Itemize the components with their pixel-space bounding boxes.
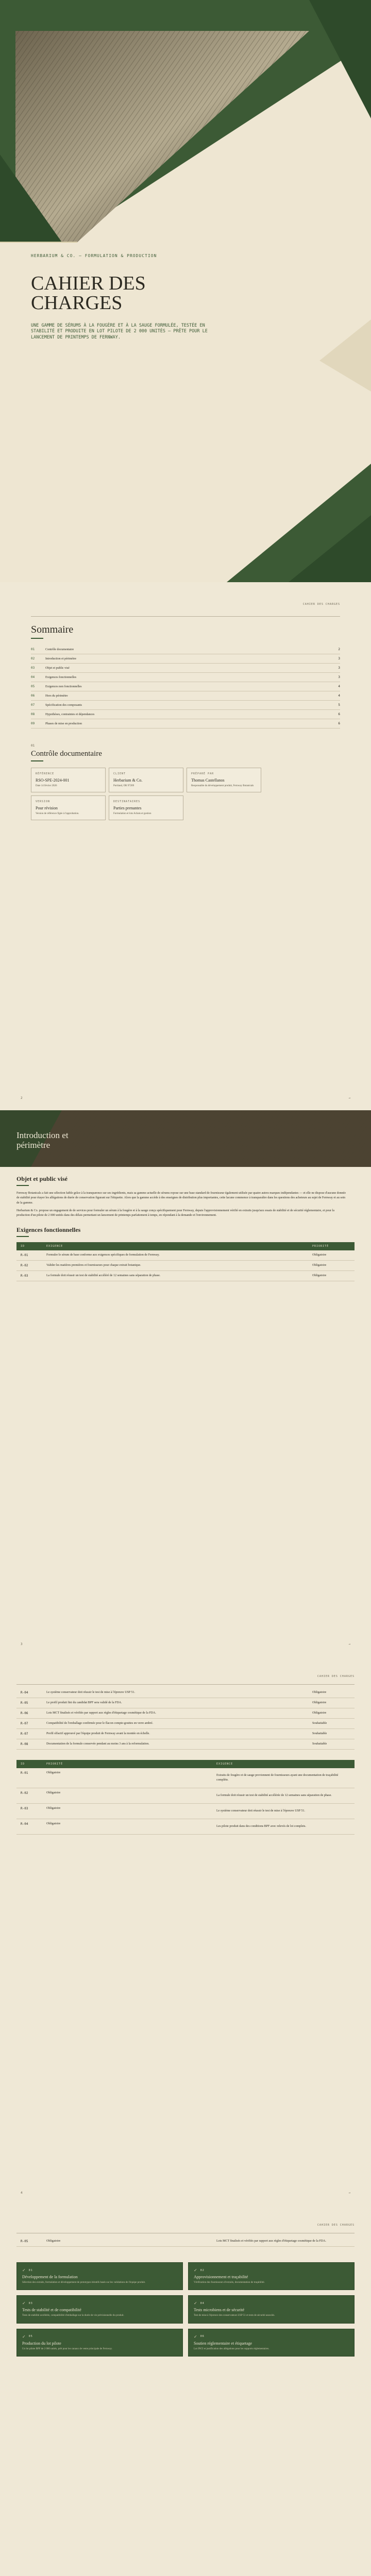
toc-item[interactable]	[31, 682, 340, 691]
card-body: Vérification des fournisseurs d'extraits, documentation de traçabilité.	[194, 2281, 265, 2284]
card-value: RSO-SPE-2024-001	[36, 778, 70, 783]
card-number: 03	[28, 2301, 33, 2305]
card-body: Test de mise à l'épreuve des conservateurs USP 51 et tests de sécurité associés.	[194, 2314, 275, 2317]
card-body: Tests de stabilité accélérée, compatibilité d'emballage sur la durée de vie prévisionnelle du produit.	[22, 2314, 124, 2317]
col-header: PRIORITÉ	[308, 1242, 355, 1250]
page-number: 3	[21, 1642, 23, 1646]
card-number: 02	[200, 2268, 205, 2272]
check-icon: ✓	[194, 2268, 197, 2273]
doc-subtitle: UNE GAMME DE SÉRUMS À LA FOUGÈRE ET À LA SAUGE FORMULÉE, TESTÉE EN STABILITÉ ET PRODUITE EN LOT PILOTE DE 2 000 UNITÉS — PRÊTE POUR LE LANCEMENT DE PRINTEMPS DE FERNWAY.	[31, 323, 208, 340]
req-id: R-03	[16, 1271, 42, 1281]
title-rule	[16, 1185, 29, 1186]
purpose-paragraph-1: Fernway Botanicals a fait une sélection faible grâce à la transparence sur ses ingrédients, mais sa gamme actuelle de sérums repose sur une base standard de fournisseur également utilisée par quatre autres marques indépendantes — et elle ne dispose d'aucune donnée de stabilité pour étayer les allégations de durée de conservation figurant sur l'étiquette. Alors que la gamme accède à des enseignes de distribution plus importantes, cette lacune commence à transparaître dans les questions des acheteurs au sujet de Fernway et au sein de la gamme.	[16, 1192, 346, 1205]
card-number: 01	[28, 2268, 33, 2272]
card-sub: Date 14 février 2026	[36, 785, 57, 787]
control-card	[31, 768, 106, 792]
req-detail: Les pilote produit dans des conditions BPF avec relevés de lot complets.	[212, 1819, 355, 1835]
table-row	[16, 1804, 355, 1819]
req-priority: Obligatoire	[308, 1261, 355, 1271]
col-header: ID	[16, 1760, 42, 1768]
control-cards	[31, 768, 263, 820]
toc-item-label: Objet et public visé	[45, 666, 70, 670]
table-row	[16, 1768, 355, 1788]
card-value: Pour révision	[36, 806, 58, 810]
toc-item-page: 6	[338, 722, 340, 725]
control-title: Contrôle documentaire	[31, 750, 102, 758]
card-key: DESTINATAIRES	[113, 800, 141, 803]
req-detail: Extraits de fougère et de sauge proviennent de fournisseurs ayant une documentation de traçabilité complète.	[212, 1768, 355, 1788]
req-text: Lots MCT finalisés et vérifiés par rapport aux règles d'étiquetage cosmétique de la FDA.	[42, 1708, 308, 1719]
req-priority: Obligatoire	[42, 1768, 212, 1788]
card-value: Thomas Castellanos	[191, 778, 225, 783]
toc-item-label: Phases de mise en production	[45, 722, 82, 725]
table-row	[16, 1739, 355, 1750]
req-priority: Obligatoire	[42, 1788, 212, 1804]
card-title: Production du lot pilote	[22, 2341, 61, 2346]
table-row	[16, 2236, 355, 2247]
req-id: R-05	[16, 2236, 42, 2247]
scope-page	[0, 2205, 371, 2576]
card-sub: Version de référence figée à l'approbation.	[36, 812, 79, 815]
req-id: R-01	[16, 1250, 42, 1261]
toc-item-label: Introduction et périmètre	[45, 657, 76, 660]
toc-item-number: 07	[31, 703, 35, 707]
req-text: Le système conservateur doit réussir le test de mise à l'épreuve USP 51.	[42, 1688, 308, 1698]
toc-item-page: 6	[338, 713, 340, 716]
card-number: 04	[200, 2301, 205, 2305]
toc-item-label: Exigences fonctionnelles	[45, 675, 77, 679]
req-priority: Obligatoire	[42, 2236, 212, 2247]
title-rule	[31, 760, 43, 761]
table-row	[16, 1819, 355, 1835]
toc-item-number: 01	[31, 648, 35, 651]
toc-item-page: 4	[338, 694, 340, 698]
req-priority: Obligatoire	[308, 1688, 355, 1698]
table-row	[16, 1261, 355, 1271]
cover-page	[0, 0, 371, 582]
req-id: R-04	[16, 1819, 42, 1835]
toc-page	[0, 582, 371, 1110]
toc-item[interactable]	[31, 645, 340, 654]
req-text: Compatibilité de l'emballage confirmée pour le flacon compte-gouttes en verre ambré.	[42, 1719, 308, 1729]
toc-item-number: 04	[31, 675, 35, 679]
req-id: R-08	[16, 1739, 42, 1750]
purpose-title: Objet et public visé	[16, 1175, 68, 1182]
req-priority: Souhaitable	[308, 1729, 355, 1739]
card-key: PRÉPARÉ PAR	[191, 772, 214, 775]
brand-line: HERBARIUM & CO. — FORMULATION & PRODUCTION	[31, 253, 157, 258]
card-value: Parties prenantes	[113, 806, 142, 810]
card-sub: Responsable du développement produit, Fernway Botanicals	[191, 785, 254, 787]
card-title: Développement de la formulation	[22, 2275, 78, 2279]
card-value: Herbarium & Co.	[113, 778, 143, 783]
table-row	[16, 1708, 355, 1719]
intro-page	[0, 1110, 371, 1656]
toc-item-page: 5	[338, 703, 340, 707]
toc-item-number: 03	[31, 666, 35, 670]
toc-item-page: 4	[338, 685, 340, 688]
toc-item[interactable]	[31, 654, 340, 664]
req-id: R-02	[16, 1261, 42, 1271]
req-priority: Obligatoire	[42, 1819, 212, 1835]
card-body: Un lot pilote BPF de 2 000 unités, prêt pour les canaux de vente principale de Fernway.	[22, 2347, 112, 2350]
check-icon: ✓	[194, 2301, 197, 2306]
toc-item-number: 02	[31, 657, 35, 660]
toc-item[interactable]	[31, 691, 340, 701]
func-table	[16, 1242, 355, 1281]
req-detail: La formule doit réussir un test de stabilité accélérée de 12 semaines sans séparation de phase.	[212, 1788, 355, 1804]
toc-item-number: 05	[31, 685, 35, 688]
table-row	[16, 1788, 355, 1804]
toc-item-number: 08	[31, 713, 35, 716]
page-number: 2	[21, 1096, 23, 1100]
req-text: Documentation de la formule conservée pendant au moins 3 ans à la reformulation.	[42, 1739, 308, 1750]
control-card	[187, 768, 261, 792]
check-icon: ✓	[22, 2334, 26, 2339]
nonfunc-table-2	[16, 1760, 355, 1835]
card-key: RÉFÉRENCE	[36, 772, 55, 775]
nonfunc-page	[0, 1656, 371, 2205]
req-detail: Le système conservateur doit réussir le test de mise à l'épreuve USP 51.	[212, 1804, 355, 1819]
control-section	[31, 744, 340, 820]
card-sub: Formulation et lots Achats et gestion	[113, 812, 151, 815]
toc-item-label: Exigences non fonctionnelles	[45, 685, 82, 688]
card-title: Soutien réglementaire et étiquetage	[194, 2341, 252, 2346]
req-text: Valider les matières premières et fournisseurs pour chaque extrait botanique.	[42, 1261, 308, 1271]
req-priority: Souhaitable	[308, 1739, 355, 1750]
table-row	[16, 1729, 355, 1739]
toc-item-page: 3	[338, 657, 340, 660]
toc-item[interactable]	[31, 673, 340, 682]
card-body: Sélection des extraits, formulation et développement de prototypes itératifs basés sur les validations de l'équipe produit.	[22, 2281, 146, 2284]
control-card	[109, 795, 183, 820]
toc-item-label: Hors du périmètre	[45, 694, 68, 698]
card-title: Tests microbiens et de sécurité	[194, 2308, 245, 2313]
scope-cards	[16, 2262, 355, 2357]
toc-item-label: Spécification des composants	[45, 703, 82, 707]
card-title: Approvisionnement et traçabilité	[194, 2275, 248, 2279]
toc-title: Sommaire	[31, 624, 74, 635]
control-card	[109, 768, 183, 792]
func-title: Exigences fonctionnelles	[16, 1226, 81, 1234]
req-text: Profil olfactif approuvé par l'équipe produit de Fernway avant la montée en échelle.	[42, 1729, 308, 1739]
col-header: ID	[16, 1242, 42, 1250]
req-priority: Obligatoire	[308, 1708, 355, 1719]
toc-item[interactable]	[31, 701, 340, 710]
table-row	[16, 1250, 355, 1261]
toc-item[interactable]	[31, 664, 340, 673]
req-id: R-05	[16, 1698, 42, 1708]
req-id: R-06	[16, 1708, 42, 1719]
nonfunc-tag: CAHIER DES CHARGES	[317, 1675, 355, 1678]
req-text: Formuler le sérum de base conforme aux exigences spécifiques de formulation de Fernway.	[42, 1250, 308, 1261]
req-priority: Obligatoire	[308, 1698, 355, 1708]
scope-table	[16, 2236, 355, 2247]
nonfunc-table	[16, 1688, 355, 1750]
table-row	[16, 1698, 355, 1708]
req-priority: Obligatoire	[308, 1250, 355, 1261]
card-title: Tests de stabilité et de compatibilité	[22, 2308, 81, 2313]
page-number: 4	[21, 2191, 23, 2195]
req-id: R-04	[16, 1688, 42, 1698]
card-number: 06	[200, 2335, 205, 2338]
toc-item-number: 09	[31, 722, 35, 725]
check-icon: ✓	[22, 2268, 26, 2273]
card-number: 05	[28, 2335, 33, 2338]
scope-card	[16, 2295, 183, 2323]
col-header: EXIGENCE	[42, 1242, 308, 1250]
req-priority: Souhaitable	[308, 1719, 355, 1729]
scope-card	[188, 2262, 355, 2290]
title-rule	[31, 638, 43, 639]
req-id: R-02	[16, 1788, 42, 1804]
req-text: Le profil produit fini du candidat BPF sera validé de la FDA.	[42, 1698, 308, 1708]
toc-item-label: Hypothèses, contraintes et dépendances	[45, 713, 95, 716]
cover-title-block	[31, 253, 299, 341]
check-icon: ✓	[22, 2301, 26, 2306]
scope-card	[188, 2329, 355, 2357]
req-text: La formule doit réussir un test de stabilité accéléré de 12 semaines sans séparation de phase.	[42, 1271, 308, 1281]
req-priority: Obligatoire	[308, 1271, 355, 1281]
card-key: CLIENT	[113, 772, 126, 775]
req-id: R-03	[16, 1804, 42, 1819]
card-sub: Portland, OR 97209	[113, 785, 134, 787]
col-header: PRIORITÉ	[42, 1760, 212, 1768]
page-arrow: →	[348, 2191, 350, 2195]
page-arrow: →	[348, 1096, 350, 1100]
scope-card	[188, 2295, 355, 2323]
req-id: R-07	[16, 1719, 42, 1729]
toc-item-page: 2	[338, 648, 340, 651]
toc-list	[31, 645, 340, 728]
req-id: R-07	[16, 1729, 42, 1739]
card-key: VERSION	[36, 800, 50, 803]
toc-tag: CAHIER DES CHARGES	[302, 603, 340, 606]
toc-item[interactable]	[31, 710, 340, 719]
toc-item-page: 3	[338, 675, 340, 679]
check-icon: ✓	[194, 2334, 197, 2339]
req-detail: Lots MCT finalisés et vérifiés par rapport aux règles d'étiquetage cosmétique de la FDA.	[212, 2236, 355, 2247]
scope-card	[16, 2329, 183, 2357]
toc-item[interactable]	[31, 719, 340, 728]
intro-banner	[0, 1110, 371, 1167]
page-arrow: →	[348, 1642, 350, 1646]
toc-item-page: 3	[338, 666, 340, 670]
toc-item-number: 06	[31, 694, 35, 698]
card-body: Lot INCI et justification des allégations pour les supports réglementaires.	[194, 2347, 269, 2350]
scope-card	[16, 2262, 183, 2290]
req-id: R-01	[16, 1768, 42, 1788]
doc-title: CAHIER DES CHARGES	[31, 273, 146, 314]
col-header: EXIGENCE	[212, 1760, 355, 1768]
table-row	[16, 1688, 355, 1698]
table-row	[16, 1271, 355, 1281]
purpose-paragraph-2: Herbarium & Co. propose un engagement de de services pour formuler un sérum à la fougère et à la sauge conçu spécifiquement pour Fernway, depuis l'approvisionnement vérifié en extraits jusqu'aux essais de stabilité et de sécurité réglementaire, et pour la production d'un pilote de 2 000 unités dans des délais permettant un lancement de printemps parfaitement à temps, en répondant à la demande et l'environnement.	[16, 1209, 334, 1217]
title-rule	[16, 1236, 29, 1237]
control-card	[31, 795, 106, 820]
req-priority: Obligatoire	[42, 1804, 212, 1819]
table-row	[16, 1719, 355, 1729]
intro-title: Introduction et périmètre	[16, 1130, 69, 1150]
control-number: 01	[31, 744, 35, 748]
toc-item-label: Contrôle documentaire	[45, 648, 74, 651]
scope-tag: CAHIER DES CHARGES	[317, 2224, 355, 2227]
